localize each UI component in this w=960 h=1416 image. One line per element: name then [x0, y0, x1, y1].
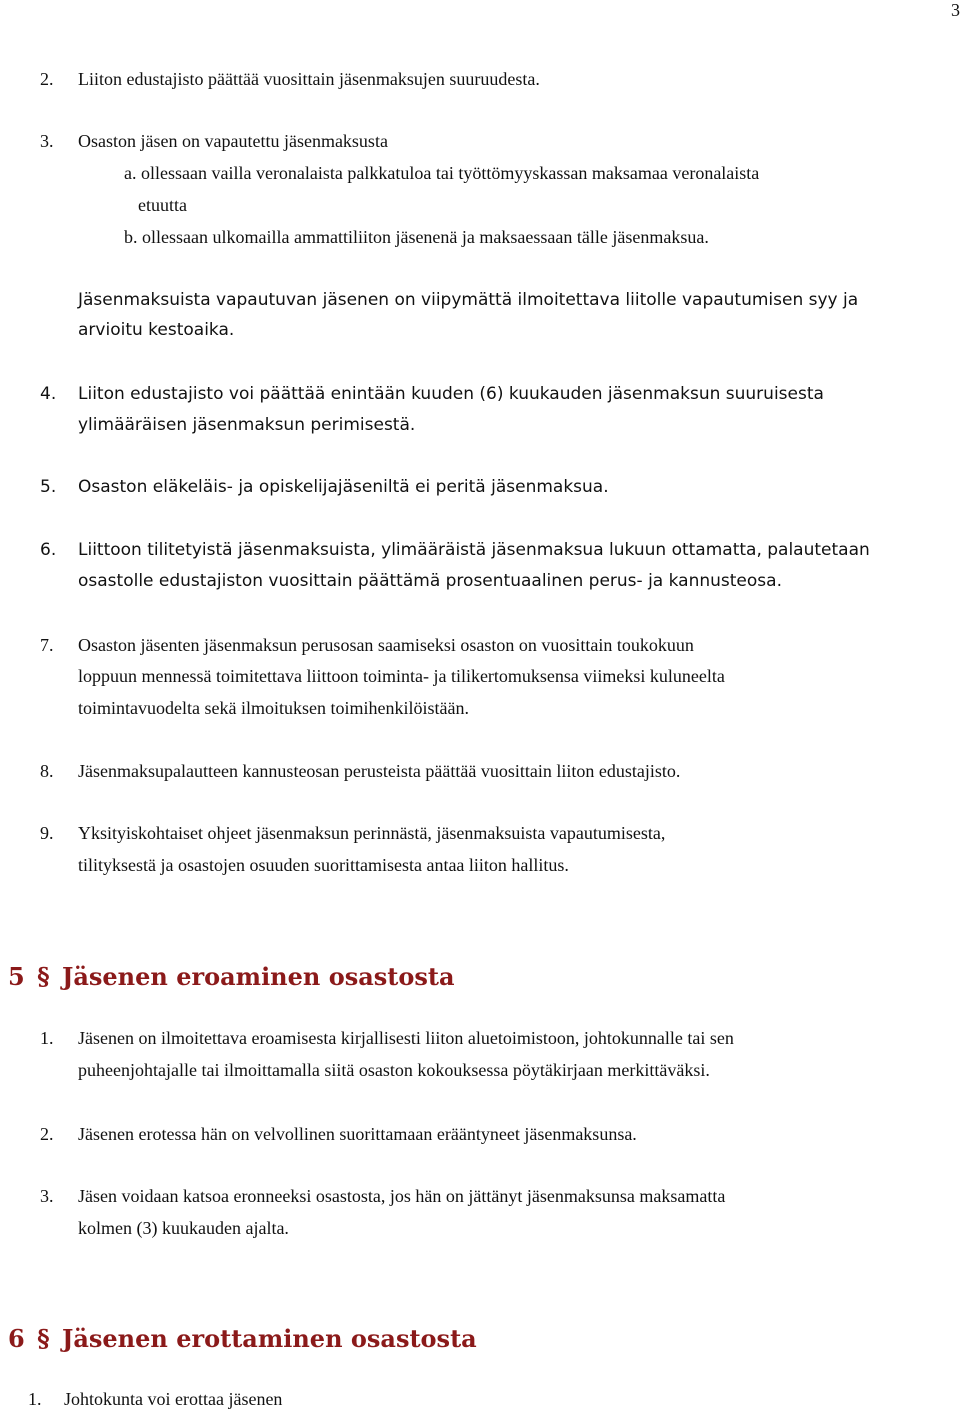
list-item-text: Liiton edustajisto päättää vuosittain jäsenmaksujen suuruudesta. — [78, 69, 540, 89]
list-item-number: 7. — [40, 635, 54, 655]
section-title: Jäsenen eroaminen osastosta — [61, 962, 455, 991]
list-item-text: kolmen (3) kuukauden ajalta. — [78, 1218, 289, 1238]
list-item-number: 2. — [40, 1124, 54, 1144]
list-item-number: 3. — [40, 1186, 54, 1206]
sub-item-a-line1: a. ollessaan vailla veronalaista palkkatuloa tai työttömyyskassan maksamaa veronalaista — [124, 163, 760, 183]
list-item-text: Osaston jäsen on vapautettu jäsenmaksusta — [78, 131, 388, 151]
list-item-text: Jäsenmaksupalautteen kannusteosan perusteista päättää vuosittain liiton edustajisto. — [78, 761, 681, 781]
list-item-text: Liiton edustajisto voi päättää enintään kuuden (6) kuukauden jäsenmaksun suuruisesta — [78, 384, 824, 404]
list-item-number: 1. — [28, 1389, 42, 1409]
sub-item-a-line2: etuutta — [138, 195, 187, 215]
page-number: 3 — [951, 0, 960, 20]
section-6-heading — [8, 1324, 477, 1354]
list-item-text: Yksityiskohtaiset ohjeet jäsenmaksun perinnästä, jäsenmaksuista vapautumisesta, — [78, 823, 666, 843]
section-number: 6 — [8, 1324, 25, 1353]
list-item-number: 5. — [40, 477, 57, 497]
list-item-text: Johtokunta voi erottaa jäsenen — [64, 1389, 283, 1409]
section-title: Jäsenen erottaminen osastosta — [61, 1324, 477, 1353]
note-line-2: arvioitu kestoaika. — [78, 320, 235, 340]
note-line-1: Jäsenmaksuista vapautuvan jäsenen on viipymättä ilmoitettava liitolle vapautumisen syy ja — [78, 290, 859, 310]
list-item-text: ylimääräisen jäsenmaksun perimisestä. — [78, 415, 416, 435]
list-item-text: Osaston jäsenten jäsenmaksun perusosan saamiseksi osaston on vuosittain toukokuun — [78, 635, 694, 655]
list-item-number: 4. — [40, 384, 57, 404]
list-item-text: osastolle edustajiston vuosittain päättämä prosentuaalinen perus- ja kannusteosa. — [78, 571, 782, 591]
section-sign: § — [37, 1324, 50, 1353]
list-item-number: 1. — [40, 1028, 54, 1048]
list-item-text: Jäsenen on ilmoitettava eroamisesta kirjallisesti liiton aluetoimistoon, johtokunnalle tai sen — [78, 1028, 734, 1048]
list-item-text: tilityksestä ja osastojen osuuden suorittamisesta antaa liiton hallitus. — [78, 855, 569, 875]
list-item-text: Liittoon tilitetyistä jäsenmaksuista, ylimääräistä jäsenmaksua lukuun ottamatta, palautetaan — [78, 540, 870, 560]
list-item-text: loppuun mennessä toimitettava liittoon toiminta- ja tilikertomuksensa viimeksi kuluneelta — [78, 666, 725, 686]
section-number: 5 — [8, 962, 25, 991]
list-item-number: 8. — [40, 761, 54, 781]
list-item-number: 6. — [40, 540, 57, 560]
list-item-text: puheenjohtajalle tai ilmoittamalla siitä osaston kokouksessa pöytäkirjaan merkittäväksi. — [78, 1060, 710, 1080]
list-item-text: Jäsenen erotessa hän on velvollinen suorittamaan erääntyneet jäsenmaksunsa. — [78, 1124, 637, 1144]
sub-item-b: b. ollessaan ulkomailla ammattiliiton jäsenenä ja maksaessaan tälle jäsenmaksua. — [124, 227, 709, 247]
section-5-heading — [8, 962, 455, 992]
list-item-text: Osaston eläkeläis- ja opiskelijajäseniltä ei peritä jäsenmaksua. — [78, 477, 609, 497]
list-item-number: 2. — [40, 69, 54, 89]
list-item-text: Jäsen voidaan katsoa eronneeksi osastosta, jos hän on jättänyt jäsenmaksunsa maksamatta — [78, 1186, 726, 1206]
list-item-number: 9. — [40, 823, 54, 843]
list-item-number: 3. — [40, 131, 54, 151]
section-sign: § — [37, 962, 50, 991]
list-item-text: toimintavuodelta sekä ilmoituksen toimihenkilöistään. — [78, 698, 469, 718]
